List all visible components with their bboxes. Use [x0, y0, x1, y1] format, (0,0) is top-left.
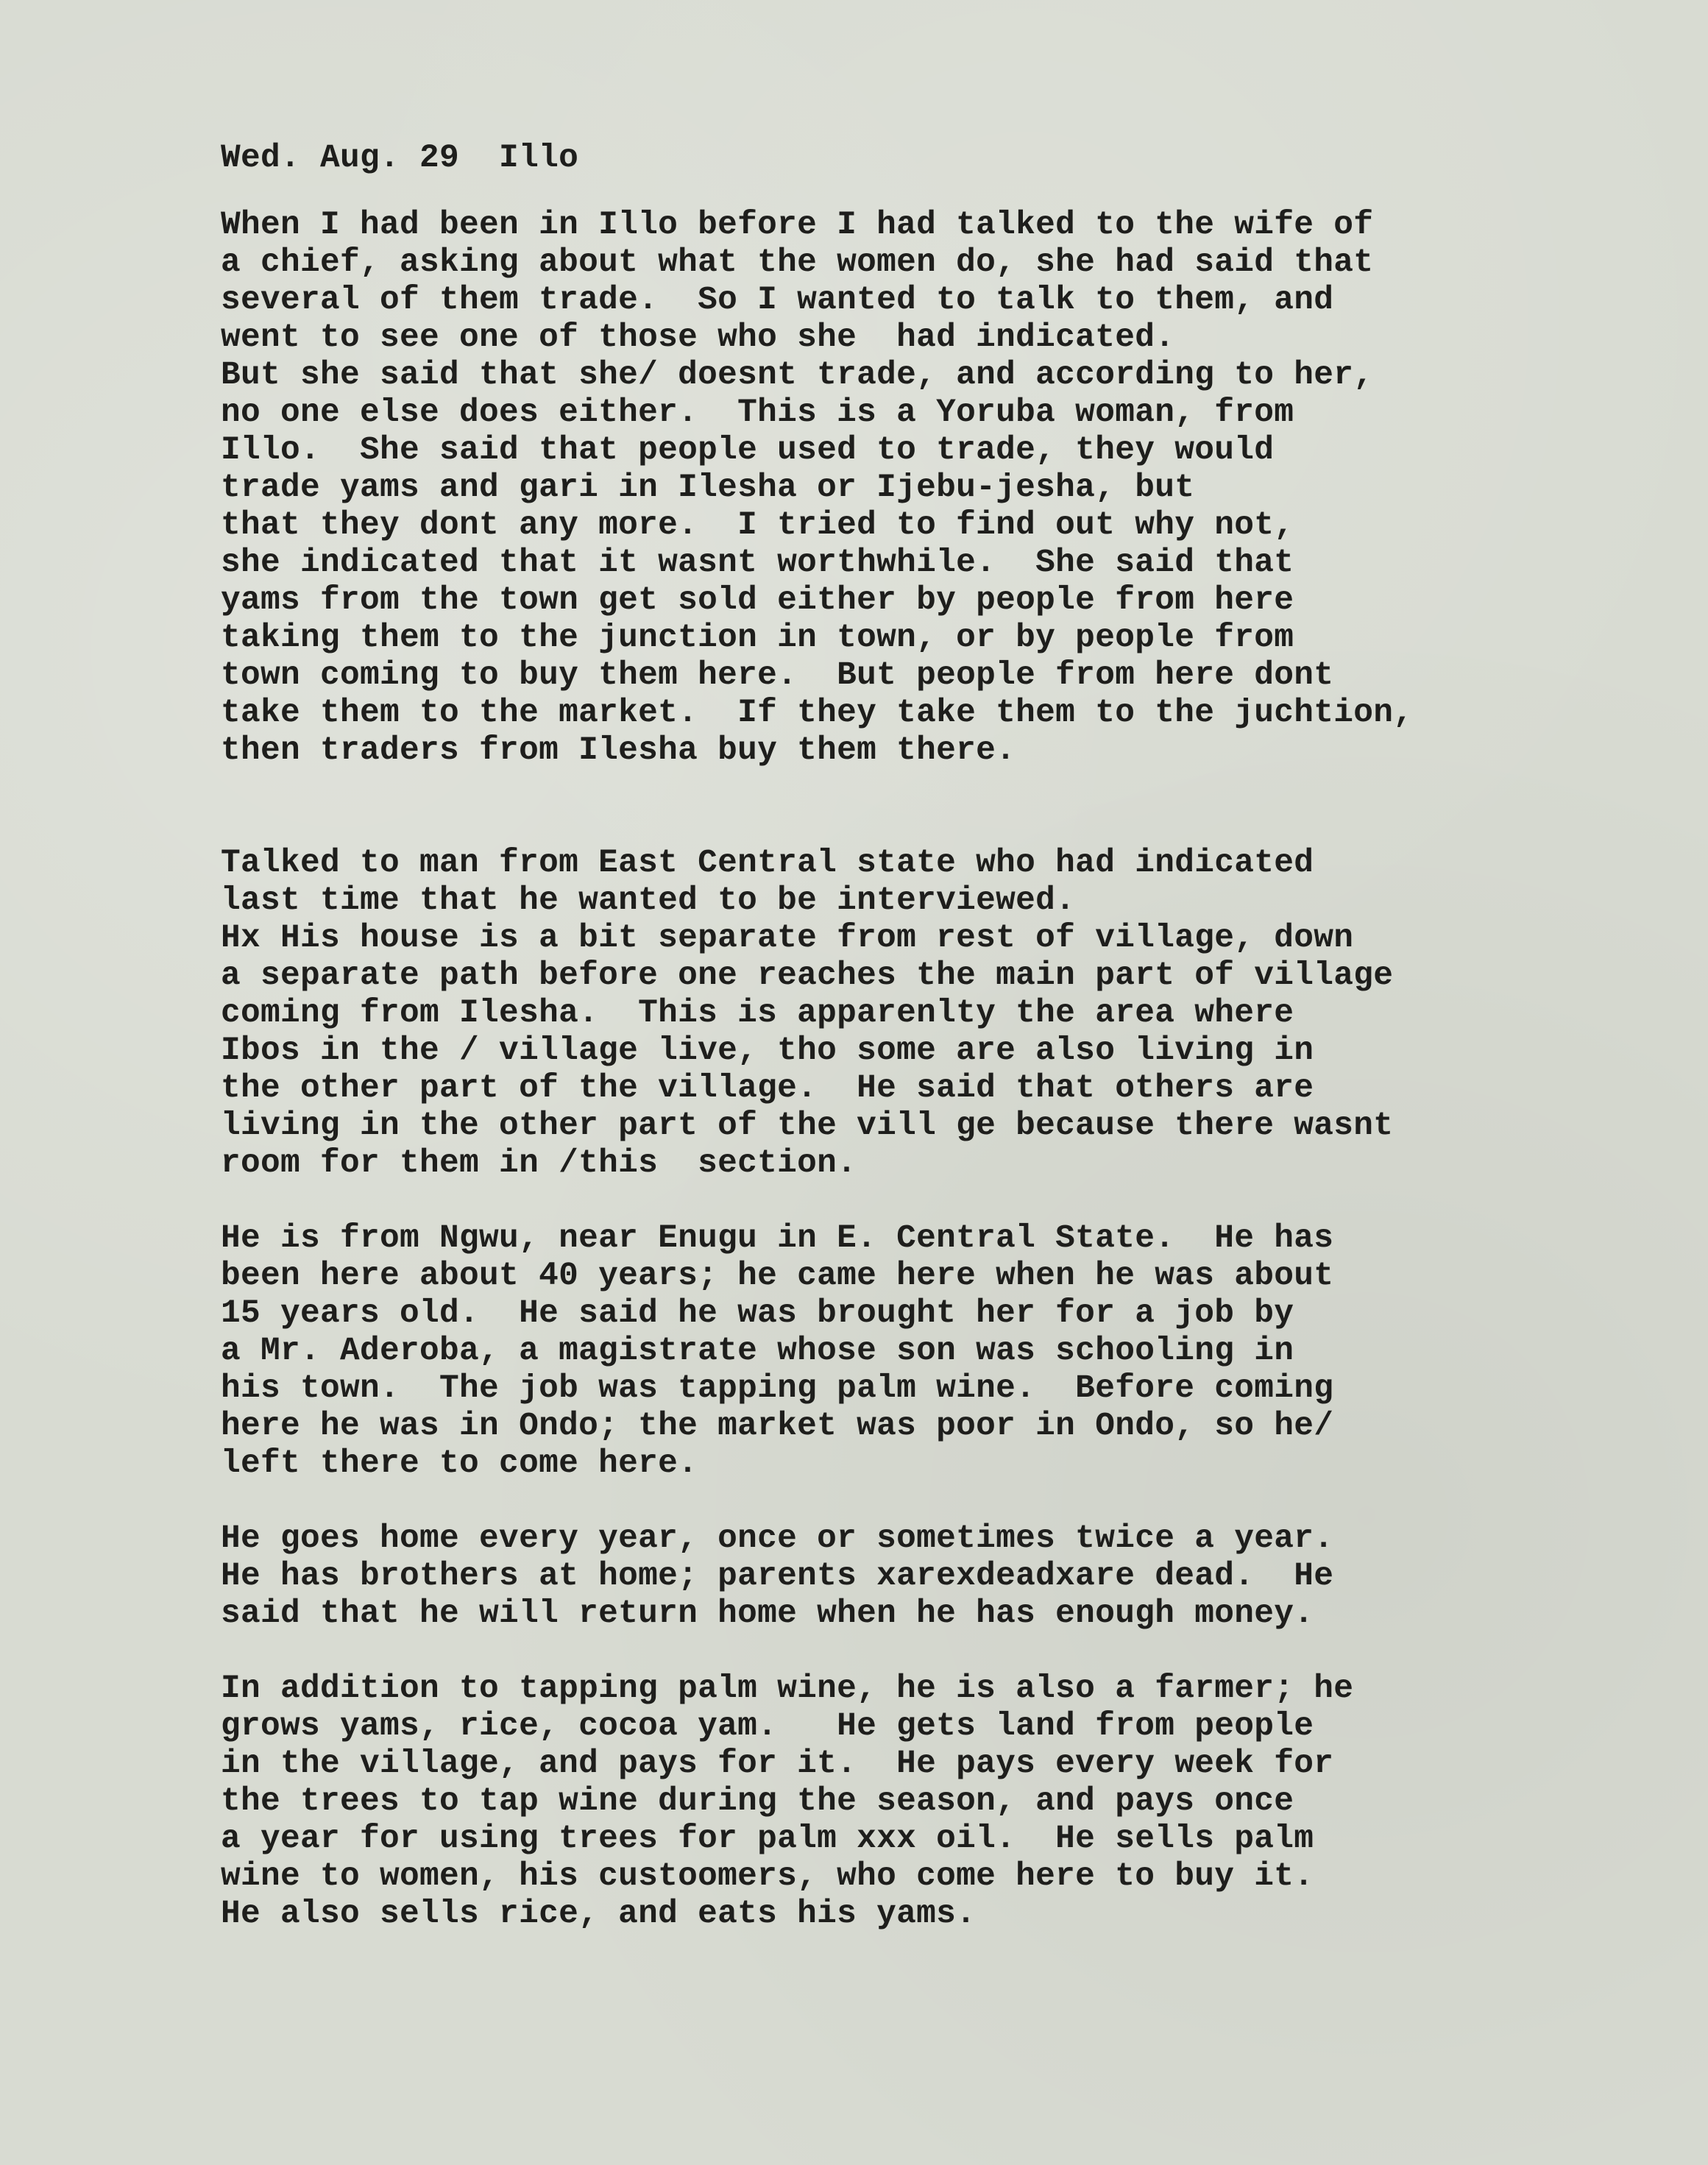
text-line: a separate path before one reaches the main part of village	[221, 957, 1394, 994]
text-line: take them to the market. If they take them to the juchtion,	[221, 695, 1414, 731]
text-line: several of them trade. So I wanted to talk to them, and	[221, 282, 1334, 319]
text-line: wine to women, his custoomers, who come here to buy it.	[221, 1858, 1314, 1895]
paragraph-4	[221, 1520, 1604, 1633]
text-line: But she said that she/ doesnt trade, and according to her,	[221, 357, 1374, 394]
text-line: last time that he wanted to be interviewed.	[221, 882, 1076, 919]
text-line: Talked to man from East Central state who had indicated	[221, 845, 1314, 882]
text-line: that they dont any more. I tried to find out why not,	[221, 507, 1294, 544]
text-line: she indicated that it wasnt worthwhile. She said that	[221, 545, 1294, 581]
text-line: Illo. She said that people used to trade, they would	[221, 432, 1275, 469]
text-line: here he was in Ondo; the market was poor in Ondo, so he/	[221, 1408, 1334, 1445]
text-line: the other part of the village. He said that others are	[221, 1070, 1314, 1107]
text-line: In addition to tapping palm wine, he is also a farmer; he	[221, 1670, 1354, 1707]
text-line: room for them in /this section.	[221, 1145, 857, 1182]
text-line: a year for using trees for palm xxx oil. He sells palm	[221, 1821, 1314, 1857]
text-line: the trees to tap wine during the season, and pays once	[221, 1783, 1294, 1820]
text-line: in the village, and pays for it. He pays every week for	[221, 1746, 1334, 1782]
text-line: He is from Ngwu, near Enugu in E. Central State. He has	[221, 1220, 1334, 1257]
text-line: then traders from Ilesha buy them there.	[221, 732, 1016, 769]
text-line: He has brothers at home; parents xarexdeadxare dead. He	[221, 1558, 1334, 1595]
document-date-header: Wed. Aug. 29 Illo	[221, 140, 579, 177]
text-line: town coming to buy them here. But people from here dont	[221, 657, 1334, 694]
text-line: grows yams, rice, cocoa yam. He gets land from people	[221, 1708, 1314, 1745]
text-line: his town. The job was tapping palm wine. Before coming	[221, 1370, 1334, 1407]
paragraph-2	[221, 845, 1604, 1183]
text-line: Ibos in the / village live, tho some are also living in	[221, 1032, 1314, 1069]
text-line: a Mr. Aderoba, a magistrate whose son was schooling in	[221, 1333, 1294, 1369]
text-line: taking them to the junction in town, or by people from	[221, 620, 1294, 656]
text-line: living in the other part of the vill ge because there wasnt	[221, 1108, 1394, 1144]
text-line: said that he will return home when he has enough money.	[221, 1595, 1314, 1632]
text-line: trade yams and gari in Ilesha or Ijebu-jesha, but	[221, 470, 1195, 506]
text-line: no one else does either. This is a Yoruba woman, from	[221, 394, 1294, 431]
text-line: left there to come here.	[221, 1445, 698, 1482]
text-line: went to see one of those who she had indicated.	[221, 319, 1175, 356]
text-line: yams from the town get sold either by people from here	[221, 582, 1294, 619]
text-line: been here about 40 years; he came here when he was about	[221, 1258, 1334, 1294]
text-line: coming from Ilesha. This is apparenlty the area where	[221, 995, 1294, 1032]
paragraph-3	[221, 1220, 1604, 1483]
text-line: 15 years old. He said he was brought her for a job by	[221, 1295, 1294, 1332]
text-line: When I had been in Illo before I had talked to the wife of	[221, 207, 1374, 244]
text-line: a chief, asking about what the women do, she had said that	[221, 244, 1374, 281]
text-line: He also sells rice, and eats his yams.	[221, 1896, 977, 1932]
paragraph-1	[221, 207, 1604, 770]
paragraph-5	[221, 1670, 1604, 1933]
text-line: He goes home every year, once or sometimes twice a year.	[221, 1520, 1334, 1557]
document-body	[221, 140, 1604, 1971]
text-line: Hx His house is a bit separate from rest of village, down	[221, 920, 1354, 957]
